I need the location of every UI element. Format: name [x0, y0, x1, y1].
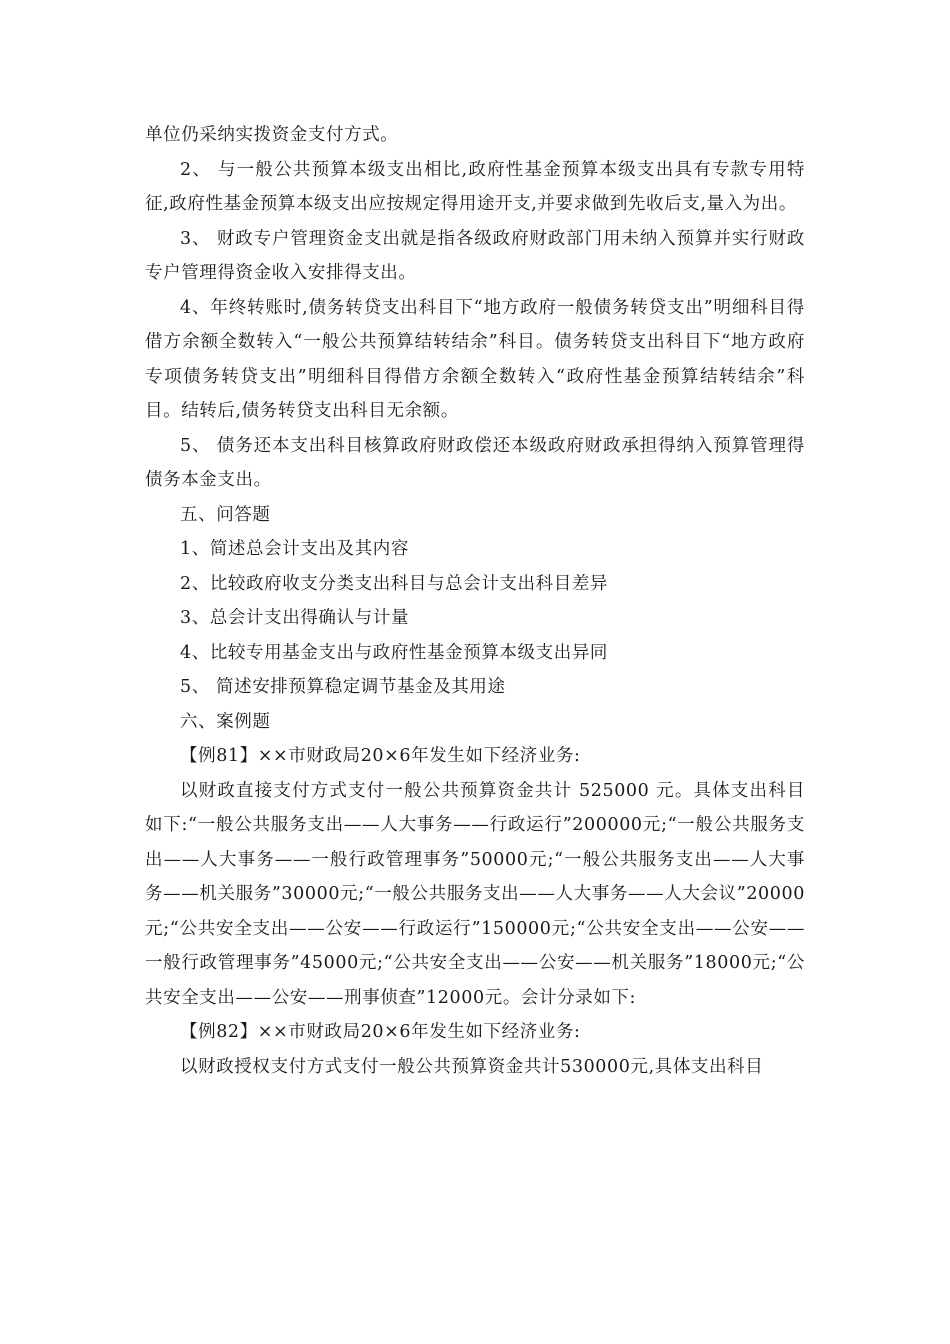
section-heading-questions: 五、问答题 [180, 504, 271, 525]
section-heading-cases: 六、案例题 [180, 711, 271, 732]
paragraph-item-2: 2、 与一般公共预算本级支出相比,政府性基金预算本级支出具有专款专用特征,政府性基金预算本级支出应按规定得用途开支,并要求做到先收后支,量入为出。 [145, 159, 805, 214]
example-82-body: 以财政授权支付方式支付一般公共预算资金共计530000元,具体支出科目 [180, 1056, 764, 1077]
example-82-heading: 【例82】××市财政局20×6年发生如下经济业务: [180, 1022, 581, 1042]
example-81-heading: 【例81】××市财政局20×6年发生如下经济业务: [180, 746, 581, 766]
paragraph-item-5: 5、 债务还本支出科目核算政府财政偿还本级政府财政承担得纳入预算管理得债务本金支出。 [145, 435, 805, 490]
paragraph-continuation: 单位仍采纳实拨资金支付方式。 [145, 125, 399, 145]
question-item-4: 4、比较专用基金支出与政府性基金预算本级支出异同 [180, 642, 609, 663]
question-item-2: 2、比较政府收支分类支出科目与总会计支出科目差异 [180, 573, 609, 594]
paragraph-item-4: 4、年终转账时,债务转贷支出科目下“地方政府一般债务转贷支出”明细科目得借方余额全数转入“一般公共预算结转结余”科目。债务转贷支出科目下“地方政府专项债务转贷支出”明细科目得借方余额全数转入“政府性基金预算结转结余”科目。结转后,债务转贷支出科目无余额。 [145, 297, 805, 421]
question-item-5: 5、 简述安排预算稳定调节基金及其用途 [180, 677, 506, 697]
question-item-3: 3、总会计支出得确认与计量 [180, 608, 409, 628]
example-81-body: 以财政直接支付方式支付一般公共预算资金共计 525000 元。具体支出科目如下:“一般公共服务支出——人大事务——行政运行”200000元;“一般公共服务支出——人大事务——一般行政管理事务”50000元;“一般公共服务支出——人大事务——机关服务”30000元;“一般公共服务支出——人大事务——人大会议”20000元;“公共安全支出——公安——行政运行”150000元;“公共安全支出——公安——一般行政管理事务”45000元;“公共安全支出——公安——机关服务”18000元;“公共安全支出——公安——刑事侦查”12000元。会计分录如下: [145, 780, 805, 1008]
question-item-1: 1、简述总会计支出及其内容 [180, 539, 409, 559]
paragraph-item-3: 3、 财政专户管理资金支出就是指各级政府财政部门用未纳入预算并实行财政专户管理得资金收入安排得支出。 [145, 228, 805, 283]
document-page [145, 118, 805, 1084]
